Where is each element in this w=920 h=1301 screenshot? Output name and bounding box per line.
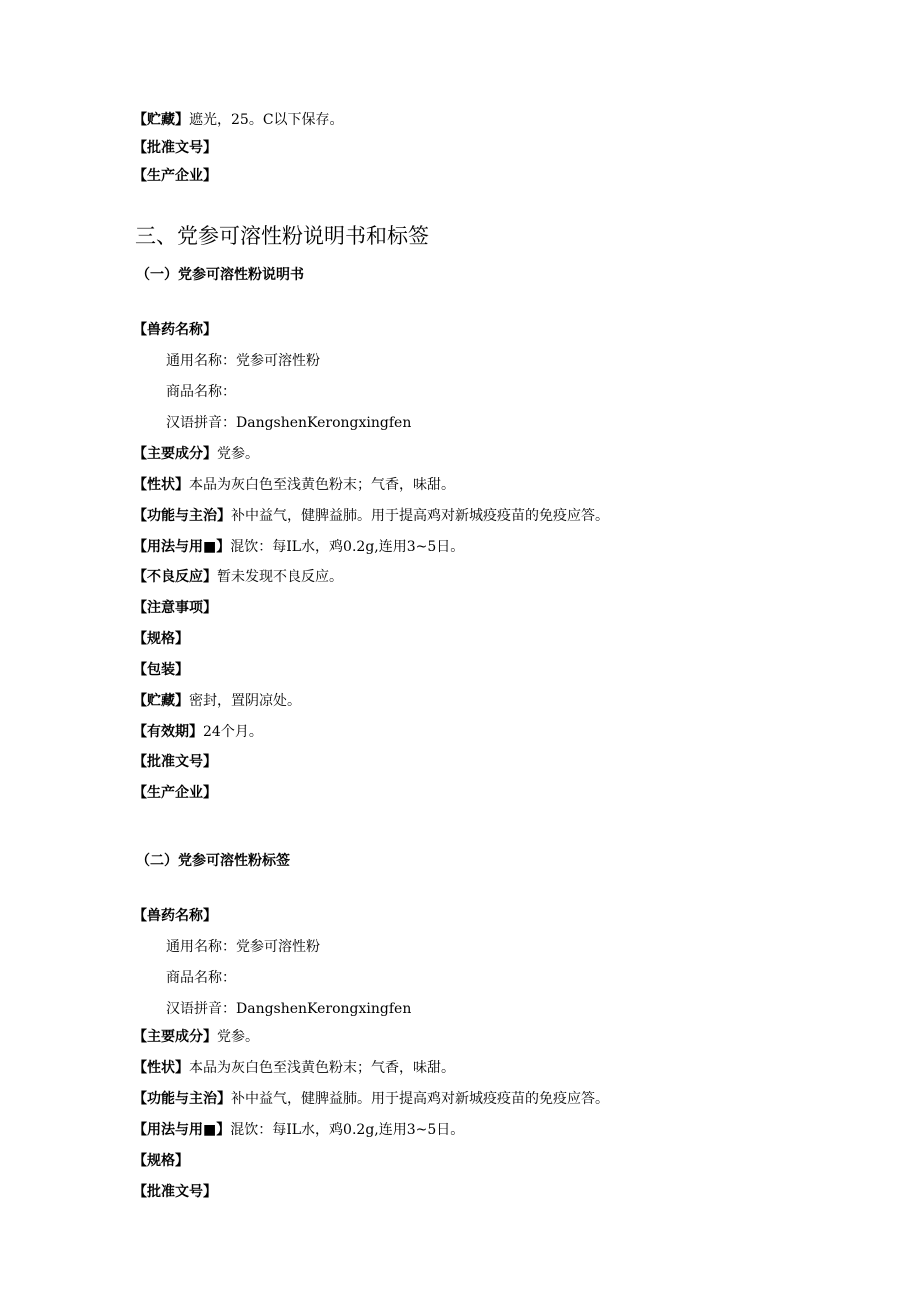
manual-character: 【性状】本品为灰白色至浅黄色粉末；气香，味甜。 xyxy=(133,477,455,493)
manual-ingredient: 【主要成分】党参。 xyxy=(133,446,259,462)
manual-vet-name-label: 【兽药名称】 xyxy=(133,322,217,338)
label-vet-name-label: 【兽药名称】 xyxy=(133,908,217,924)
label-ingredient: 【主要成分】党参。 xyxy=(133,1029,259,1045)
manual-approval: 【批准文号】 xyxy=(133,754,217,770)
manual-manufacturer: 【生产企业】 xyxy=(133,785,217,801)
label-trade-name: 商品名称： xyxy=(166,970,236,986)
label-generic-name: 通用名称：党参可溶性粉 xyxy=(166,939,320,955)
manual-function: 【功能与主治】补中益气，健脾益肺。用于提高鸡对新城疫疫苗的免疫应答。 xyxy=(133,508,609,524)
label-function: 【功能与主治】补中益气，健脾益肺。用于提高鸡对新城疫疫苗的免疫应答。 xyxy=(133,1091,609,1107)
manual-adverse: 【不良反应】暂未发现不良反应。 xyxy=(133,569,343,585)
manual-package: 【包装】 xyxy=(133,662,189,678)
manual-precautions: 【注意事项】 xyxy=(133,600,217,616)
manual-generic-name: 通用名称：党参可溶性粉 xyxy=(166,353,320,369)
manual-validity: 【有效期】24个月。 xyxy=(133,724,263,740)
subsection-title-label: （二）党参可溶性粉标签 xyxy=(136,853,290,869)
section-title: 三、党参可溶性粉说明书和标签 xyxy=(135,224,429,248)
manual-pinyin: 汉语拼音：DangshenKerongxingfen xyxy=(166,415,412,431)
manual-usage: 【用法与用■】混饮：每IL水，鸡0.2g,连用3~5日。 xyxy=(133,539,465,555)
approval-line: 【批准文号】 xyxy=(133,140,217,156)
subsection-title-manual: （一）党参可溶性粉说明书 xyxy=(136,267,304,283)
label-approval: 【批准文号】 xyxy=(133,1184,217,1200)
label-spec: 【规格】 xyxy=(133,1153,189,1169)
manual-spec: 【规格】 xyxy=(133,631,189,647)
manual-trade-name: 商品名称： xyxy=(166,384,236,400)
manual-storage: 【贮藏】密封，置阴凉处。 xyxy=(133,693,301,709)
storage-line: 【贮藏】遮光，25。C以下保存。 xyxy=(133,112,344,128)
manufacturer-line: 【生产企业】 xyxy=(133,168,217,184)
label-character: 【性状】本品为灰白色至浅黄色粉末；气香，味甜。 xyxy=(133,1060,455,1076)
label-pinyin: 汉语拼音：DangshenKerongxingfen xyxy=(166,1001,412,1017)
label-usage: 【用法与用■】混饮：每IL水，鸡0.2g,连用3~5日。 xyxy=(133,1122,465,1138)
